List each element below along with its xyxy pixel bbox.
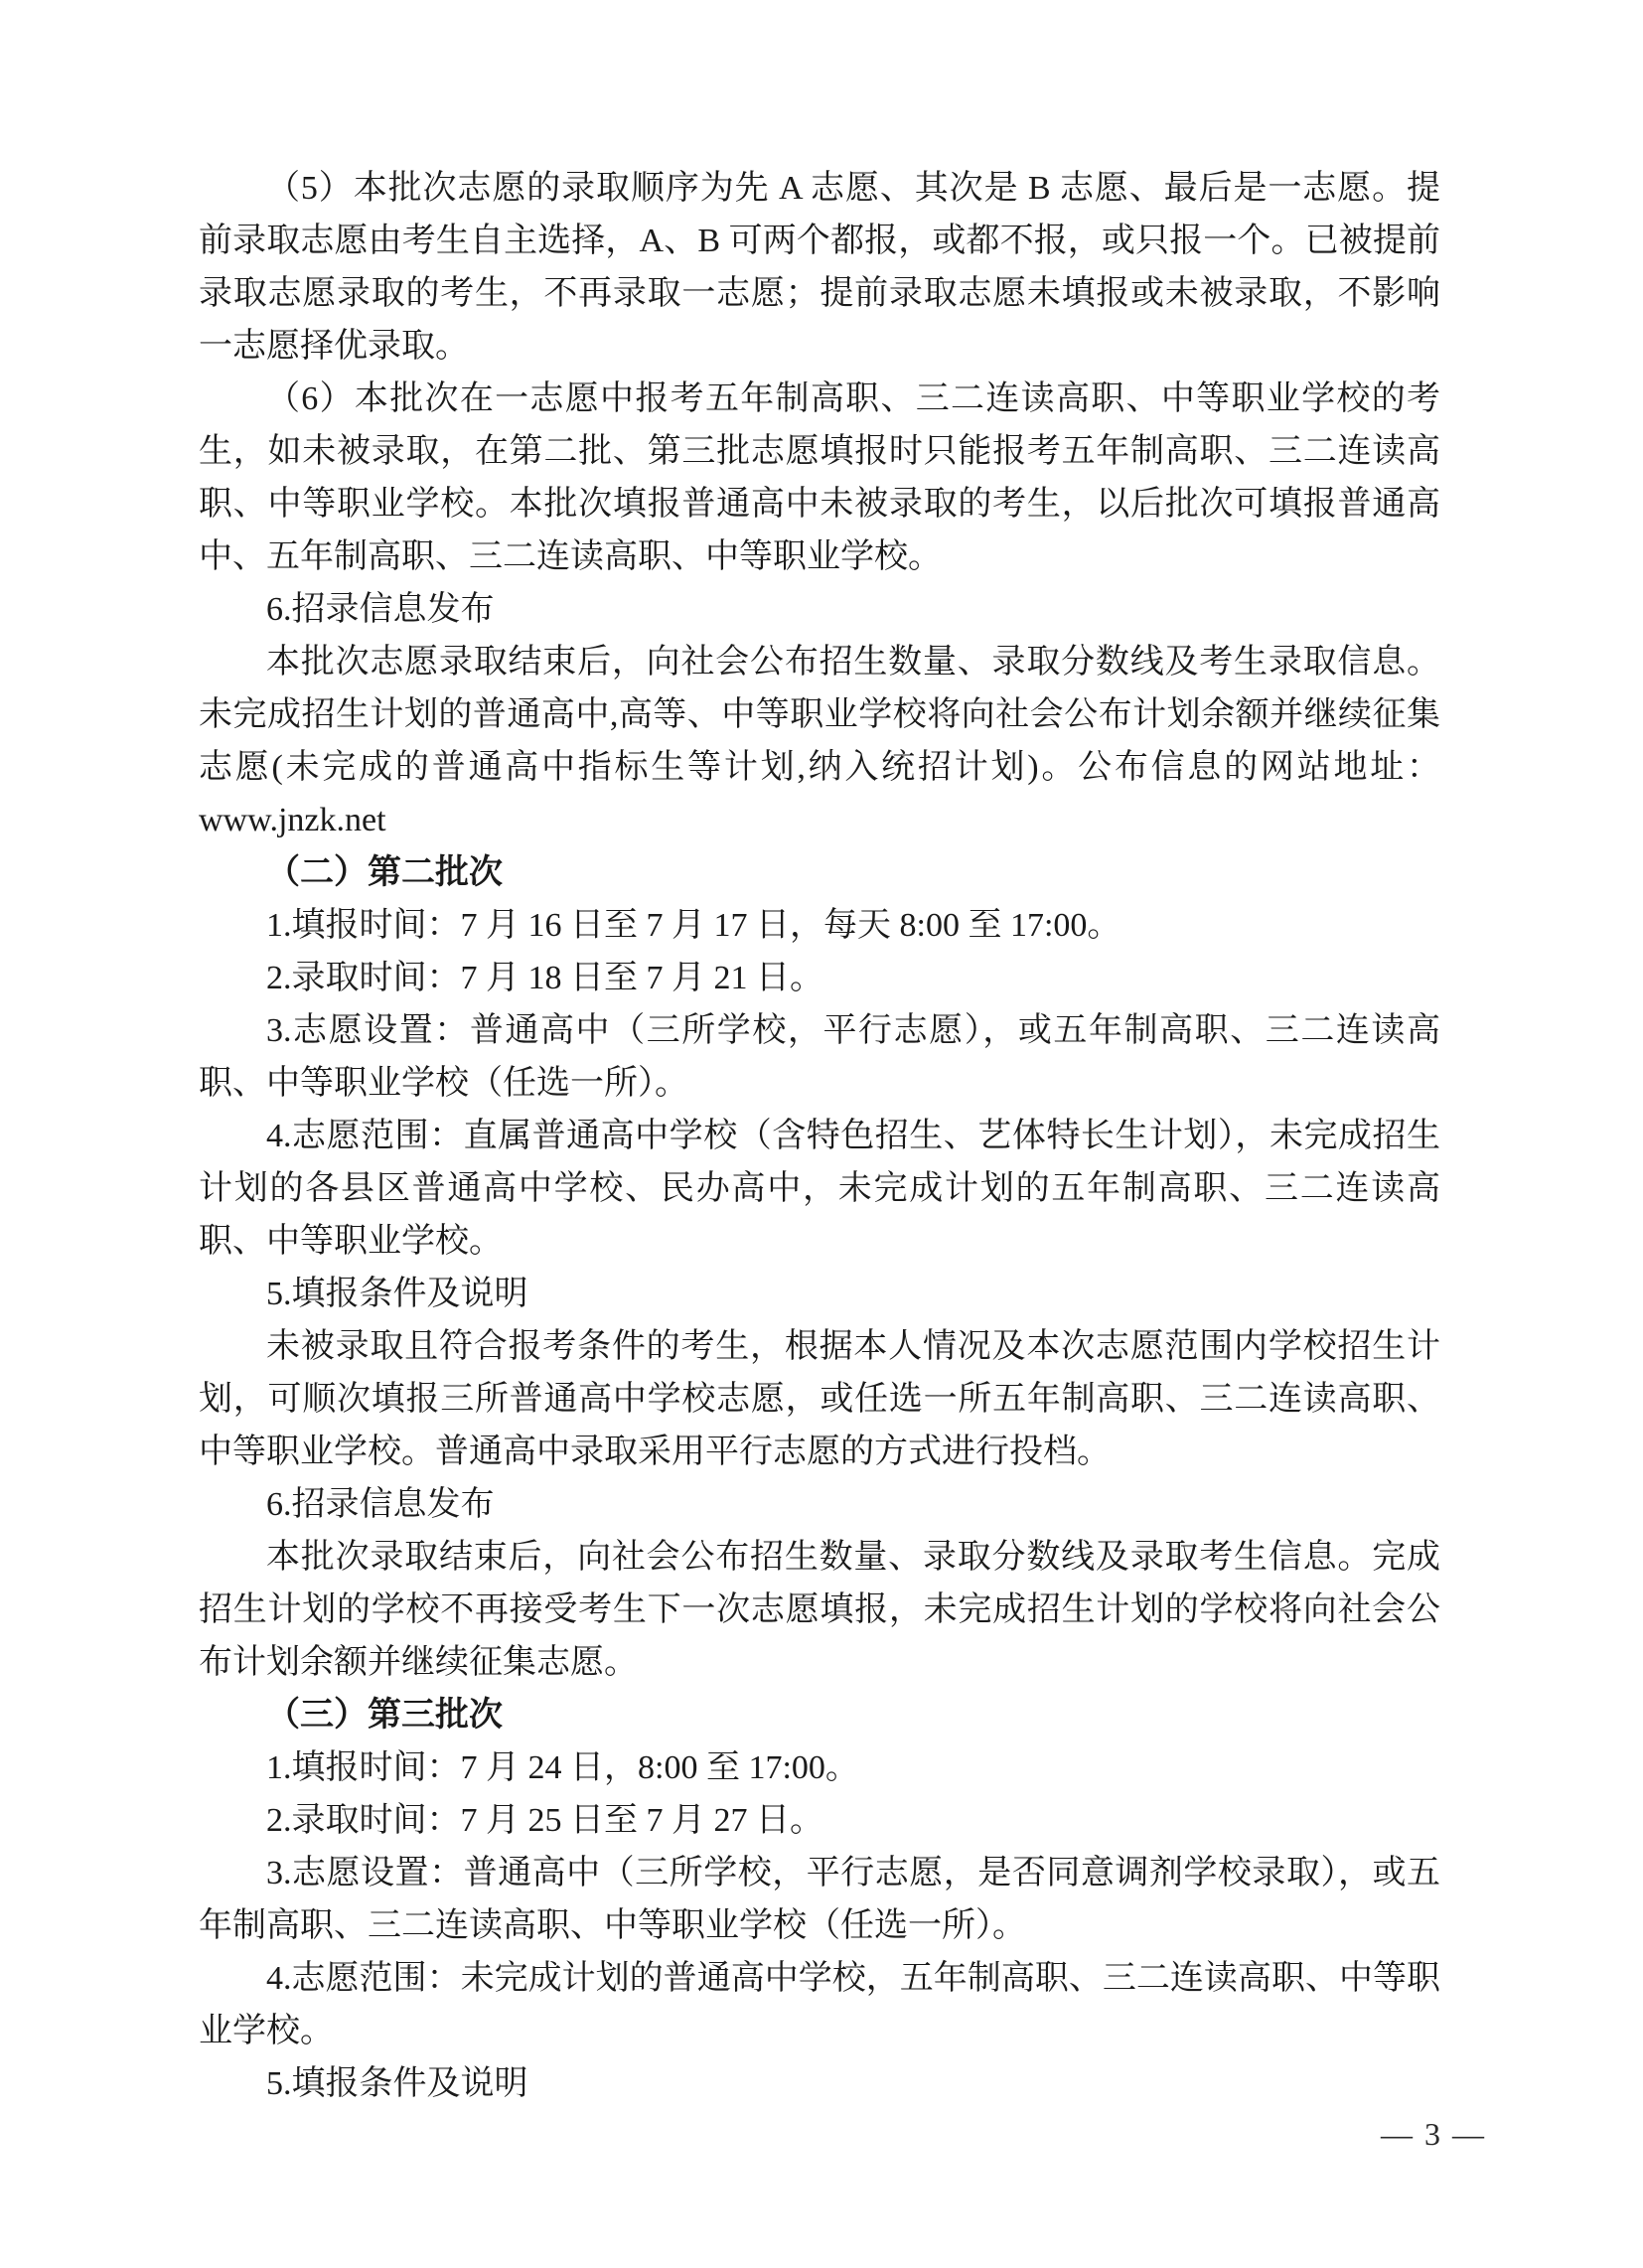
paragraph-item-6: （6）本批次在一志愿中报考五年制高职、三二连读高职、中等职业学校的考生，如未被录取，在第二批、第三批志愿填报时只能报考五年制高职、三二连读高职、中等职业学校。本批次填报普通高中未被录取的考生，以后批次可填报普通高中、五年制高职、三二连读高职、中等职业学校。 [199, 380, 1440, 575]
batch2-volunteer-scope: 4.志愿范围：直属普通高中学校（含特色招生、艺体特长生计划），未完成招生计划的各县区普通高中学校、民办高中，未完成计划的五年制高职、三二连读高职、中等职业学校。 [199, 1118, 1440, 1260]
batch2-fill-conditions-heading: 5.填报条件及说明 [266, 1276, 528, 1312]
batch2-admit-time: 2.录取时间：7 月 18 日至 7 月 21 日。 [266, 960, 823, 996]
batch2-fill-time: 1.填报时间：7 月 16 日至 7 月 17 日，每天 8:00 至 17:00。 [266, 907, 1121, 944]
batch3-volunteer-scope: 4.志愿范围：未完成计划的普通高中学校，五年制高职、三二连读高职、中等职业学校。 [199, 1960, 1440, 2049]
page-number: — 3 — [1381, 2116, 1486, 2152]
batch3-admit-time: 2.录取时间：7 月 25 日至 7 月 27 日。 [266, 1802, 823, 1839]
batch3-volunteer-setting: 3.志愿设置：普通高中（三所学校，平行志愿，是否同意调剂学校录取），或五年制高职、三二连读高职、中等职业学校（任选一所）。 [199, 1855, 1440, 1944]
batch1-info-release-detail: 本批次志愿录取结束后，向社会公布招生数量、录取分数线及考生录取信息。未完成招生计划的普通高中,高等、中等职业学校将向社会公布计划余额并继续征集志愿(未完成的普通高中指标生等计划,纳入统招计划)。公布信息的网站地址：www.jnzk.net [199, 644, 1440, 838]
heading-batch-3: （三）第三批次 [266, 1697, 503, 1734]
document-body [199, 162, 1440, 2110]
batch3-fill-time: 1.填报时间：7 月 24 日，8:00 至 17:00。 [266, 1749, 859, 1786]
paragraph-item-5: （5）本批次志愿的录取顺序为先 A 志愿、其次是 B 志愿、最后是一志愿。提前录取志愿由考生自主选择，A、B 可两个都报，或都不报，或只报一个。已被提前录取志愿录取的考生，不再录取一志愿；提前录取志愿未填报或未被录取，不影响一志愿择优录取。 [199, 170, 1440, 365]
heading-batch-2: （二）第二批次 [266, 854, 503, 891]
batch2-info-release-detail: 本批次录取结束后，向社会公布招生数量、录取分数线及录取考生信息。完成招生计划的学校不再接受考生下一次志愿填报，未完成招生计划的学校将向社会公布计划余额并继续征集志愿。 [199, 1539, 1440, 1681]
batch2-volunteer-setting: 3.志愿设置：普通高中（三所学校，平行志愿），或五年制高职、三二连读高职、中等职业学校（任选一所）。 [199, 1012, 1440, 1102]
batch3-fill-conditions-heading: 5.填报条件及说明 [266, 2065, 528, 2102]
batch2-fill-conditions-detail: 未被录取且符合报考条件的考生，根据本人情况及本次志愿范围内学校招生计划，可顺次填报三所普通高中学校志愿，或任选一所五年制高职、三二连读高职、中等职业学校。普通高中录取采用平行志愿的方式进行投档。 [199, 1328, 1440, 1470]
batch1-info-release-heading: 6.招录信息发布 [266, 591, 495, 628]
batch2-info-release-heading: 6.招录信息发布 [266, 1486, 495, 1523]
